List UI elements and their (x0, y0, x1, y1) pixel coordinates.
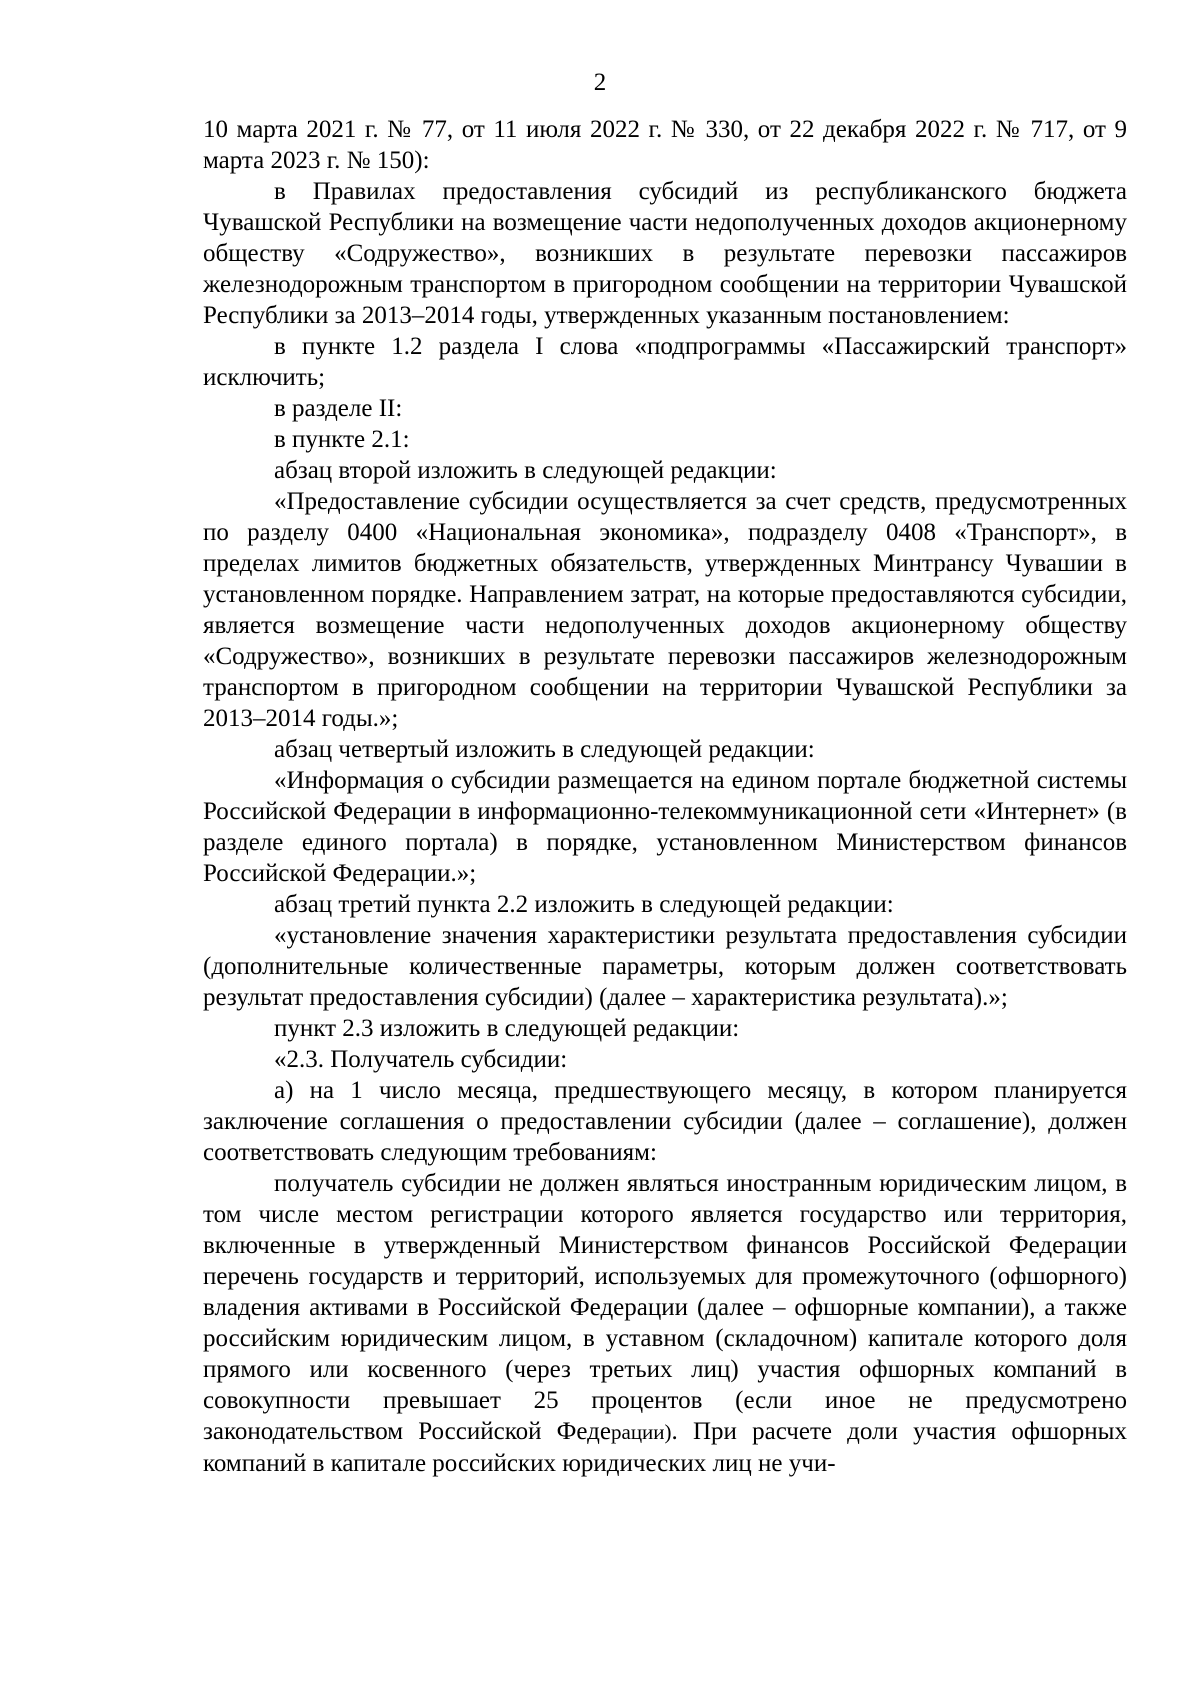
paragraph-text-small: рации) (611, 1420, 672, 1444)
paragraph: абзац четвертый изложить в следующей редакции: (274, 736, 815, 763)
paragraph: «Предоставление субсидии осуществляется за счет средств, предусмотренных по разделу 0400 «Национальная экономика», подразделу 0408 «Транспорт», в пределах лимитов бюджетных обязательств, утвержденных Минтрансу Чувашии в установленном порядке. Направлением затрат, на которые предоставляются субсидии, является возмещение части недополученных доходов акционерному обществу «Содружество», возникших в результате перевозки пассажиров железнодорожным транспортом в пригородном сообщении на территории Чувашской Республики за 2013–2014 годы.»; (203, 488, 1127, 732)
paragraph-text: . При расчете доли участия офшорных компаний в капитале российских юридических лиц не учи- (203, 1418, 1127, 1477)
paragraph: абзац второй изложить в следующей редакции: (274, 457, 777, 484)
paragraph: 10 марта 2021 г. № 77, от 11 июля 2022 г. № 330, от 22 декабря 2022 г. № 717, от 9 марта 2023 г. № 150): (203, 116, 1127, 174)
paragraph: «Информация о субсидии размещается на едином портале бюджетной системы Российской Федерации в информационно-телекоммуникационной сети «Интернет» (в разделе единого портала) в порядке, установленном Министерством финансов Российской Федерации.»; (203, 767, 1127, 887)
paragraph: абзац третий пункта 2.2 изложить в следующей редакции: (274, 891, 894, 918)
paragraph: «установление значения характеристики результата предоставления субсидии (дополнительные количественные параметры, которым должен соответствовать результат предоставления субсидии) (далее – характеристика результата).»; (203, 922, 1127, 1011)
paragraph: в разделе II: (274, 395, 403, 422)
page-number: 2 (593, 69, 607, 96)
paragraph: пункт 2.3 изложить в следующей редакции: (274, 1015, 740, 1042)
paragraph-last (203, 1168, 1127, 1479)
paragraph: в Правилах предоставления субсидий из республиканского бюджета Чувашской Республики на возмещение части недополученных доходов акционерному обществу «Содружество», возникших в результате перевозки пассажиров железнодорожным транспортом в пригородном сообщении на территории Чувашской Республики за 2013–2014 годы, утвержденных указанным постановлением: (203, 178, 1127, 329)
document-body (203, 114, 1127, 1479)
paragraph-text: получатель субсидии не должен являться иностранным юридическим лицом, в том числе местом регистрации которого является государство или территория, включенные в утвержденный Министерством финансов Российской Федерации перечень государств и территорий, используемых для промежуточного (офшорного) владения активами в Российской Федерации (далее – офшорные компании), а также российским юридическим лицом, в уставном (складочном) капитале которого доля прямого или косвенного (через третьих лиц) участия офшорных компаний в совокупности превышает 25 процентов (если иное не предусмотрено законодательством Российской Феде (203, 1170, 1127, 1445)
paragraph: «2.3. Получатель субсидии: (274, 1046, 568, 1073)
paragraph: в пункте 1.2 раздела I слова «подпрограммы «Пассажирский транспорт» исключить; (203, 333, 1127, 391)
paragraph: в пункте 2.1: (274, 426, 410, 453)
paragraph: а) на 1 число месяца, предшествующего месяцу, в котором планируется заключение соглашения о предоставлении субсидии (далее – соглашение), должен соответствовать следующим требованиям: (203, 1077, 1127, 1166)
